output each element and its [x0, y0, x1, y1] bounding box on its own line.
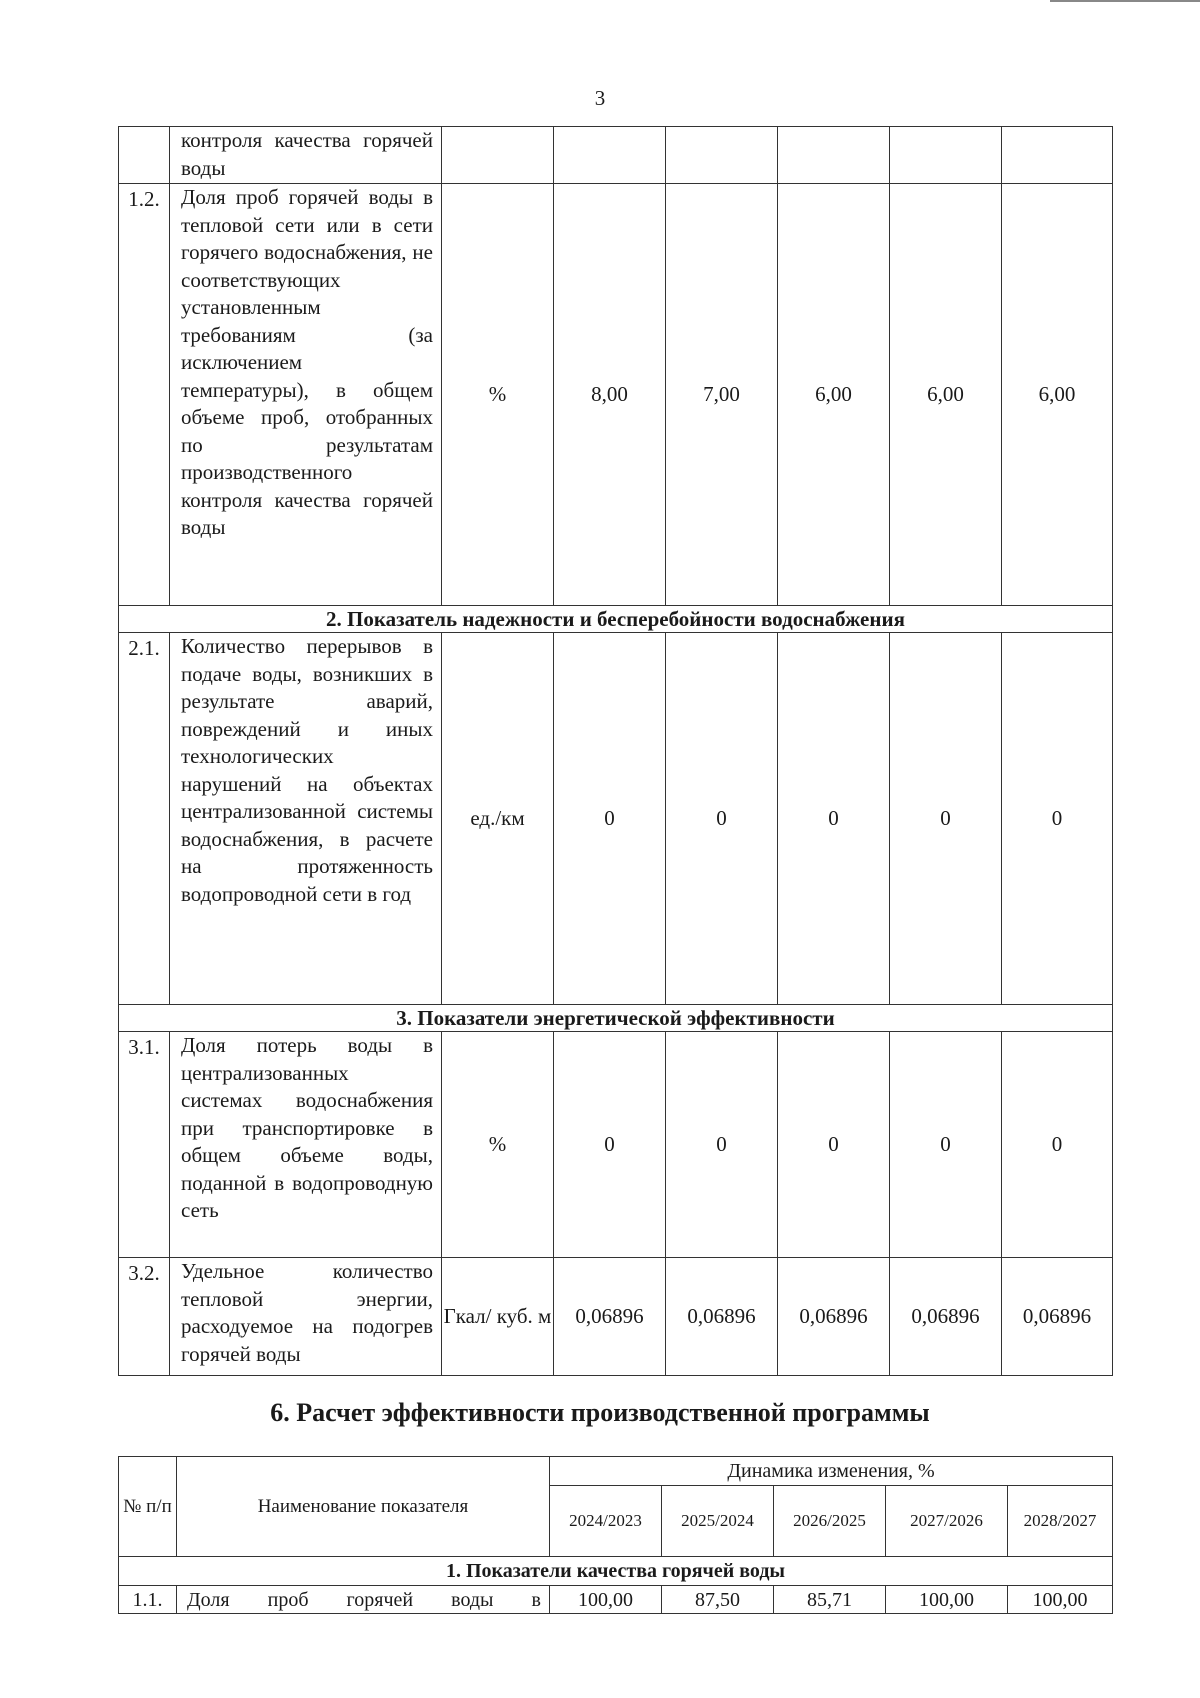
indicator-name: Доля проб горячей воды в тепловой сети или в сети горячего водоснабжения, не соответствующих установленным требованиям (за исключением температуры), в общем объеме проб, отобранных по результатам производственного контроля качества горячей воды — [170, 184, 442, 606]
value-cell: 0 — [890, 633, 1002, 1005]
col-header-year: 2026/2025 — [774, 1486, 886, 1557]
value-cell: 7,00 — [666, 184, 778, 606]
value-cell: 87,50 — [662, 1586, 774, 1614]
table-row — [119, 633, 1113, 1005]
table-row — [119, 1586, 1113, 1614]
table-row — [119, 1258, 1113, 1376]
indicator-name: Количество перерывов в подаче воды, возникших в результате аварий, повреждений и иных технологических нарушений на объектах централизованной системы водоснабжения, в расчете на протяженность водопроводной сети в год — [170, 633, 442, 1005]
row-number: 1.1. — [119, 1586, 177, 1614]
row-number: 3.1. — [119, 1032, 170, 1258]
indicator-name: Доля проб горячей воды в — [177, 1586, 550, 1614]
value-cell: 0,06896 — [666, 1258, 778, 1376]
value-cell: 0 — [1002, 633, 1113, 1005]
col-header-number: № п/п — [119, 1457, 177, 1557]
table-row — [119, 127, 1113, 184]
col-header-year: 2028/2027 — [1008, 1486, 1113, 1557]
value-cell: 100,00 — [550, 1586, 662, 1614]
value-cell: 6,00 — [890, 184, 1002, 606]
value-cell: 0 — [666, 1032, 778, 1258]
indicator-name: Доля потерь воды в централизованных системах водоснабжения при транспортировке в общем объеме воды, поданной в водопроводную сеть — [170, 1032, 442, 1258]
value-cell: 8,00 — [554, 184, 666, 606]
section-header: 3. Показатели энергетической эффективности — [119, 1005, 1113, 1032]
value-cell: 0,06896 — [890, 1258, 1002, 1376]
section-header: 1. Показатели качества горячей воды — [119, 1557, 1113, 1586]
col-header-year: 2024/2023 — [550, 1486, 662, 1557]
section-header: 2. Показатель надежности и бесперебойности водоснабжения — [119, 606, 1113, 633]
unit-cell: ед./км — [442, 633, 554, 1005]
col-header-year: 2025/2024 — [662, 1486, 774, 1557]
col-header-year: 2027/2026 — [886, 1486, 1008, 1557]
top-edge-line — [1050, 0, 1200, 2]
row-number: 3.2. — [119, 1258, 170, 1376]
header-row — [119, 1457, 1113, 1486]
value-cell: 0,06896 — [554, 1258, 666, 1376]
value-cell: 0 — [890, 1032, 1002, 1258]
value-cell: 0 — [666, 633, 778, 1005]
value-cell: 0 — [1002, 1032, 1113, 1258]
value-cell: 0,06896 — [1002, 1258, 1113, 1376]
page-number: 3 — [594, 86, 606, 110]
row-number — [119, 127, 170, 184]
col-header-name: Наименование показателя — [177, 1457, 550, 1557]
row-number: 1.2. — [119, 184, 170, 606]
unit-cell: Гкал/ куб. м — [442, 1258, 554, 1376]
value-cell: 0 — [778, 1032, 890, 1258]
value-cell: 0 — [778, 633, 890, 1005]
table-row — [119, 184, 1113, 606]
indicator-name: Удельное количество тепловой энергии, расходуемое на подогрев горячей воды — [170, 1258, 442, 1376]
unit-cell: % — [442, 1032, 554, 1258]
value-cell: 6,00 — [778, 184, 890, 606]
unit-cell: % — [442, 184, 554, 606]
value-cell: 6,00 — [1002, 184, 1113, 606]
col-header-dynamics: Динамика изменения, % — [550, 1457, 1113, 1486]
indicator-name: контроля качества горячей воды — [170, 127, 442, 184]
value-cell: 85,71 — [774, 1586, 886, 1614]
row-number: 2.1. — [119, 633, 170, 1005]
value-cell: 0,06896 — [778, 1258, 890, 1376]
indicators-table — [118, 126, 1113, 1376]
section-title: 6. Расчет эффективности производственной программы — [270, 1398, 930, 1427]
table-row — [119, 1032, 1113, 1258]
value-cell: 100,00 — [1008, 1586, 1113, 1614]
efficiency-table — [118, 1456, 1113, 1614]
value-cell: 100,00 — [886, 1586, 1008, 1614]
value-cell: 0 — [554, 1032, 666, 1258]
value-cell: 0 — [554, 633, 666, 1005]
